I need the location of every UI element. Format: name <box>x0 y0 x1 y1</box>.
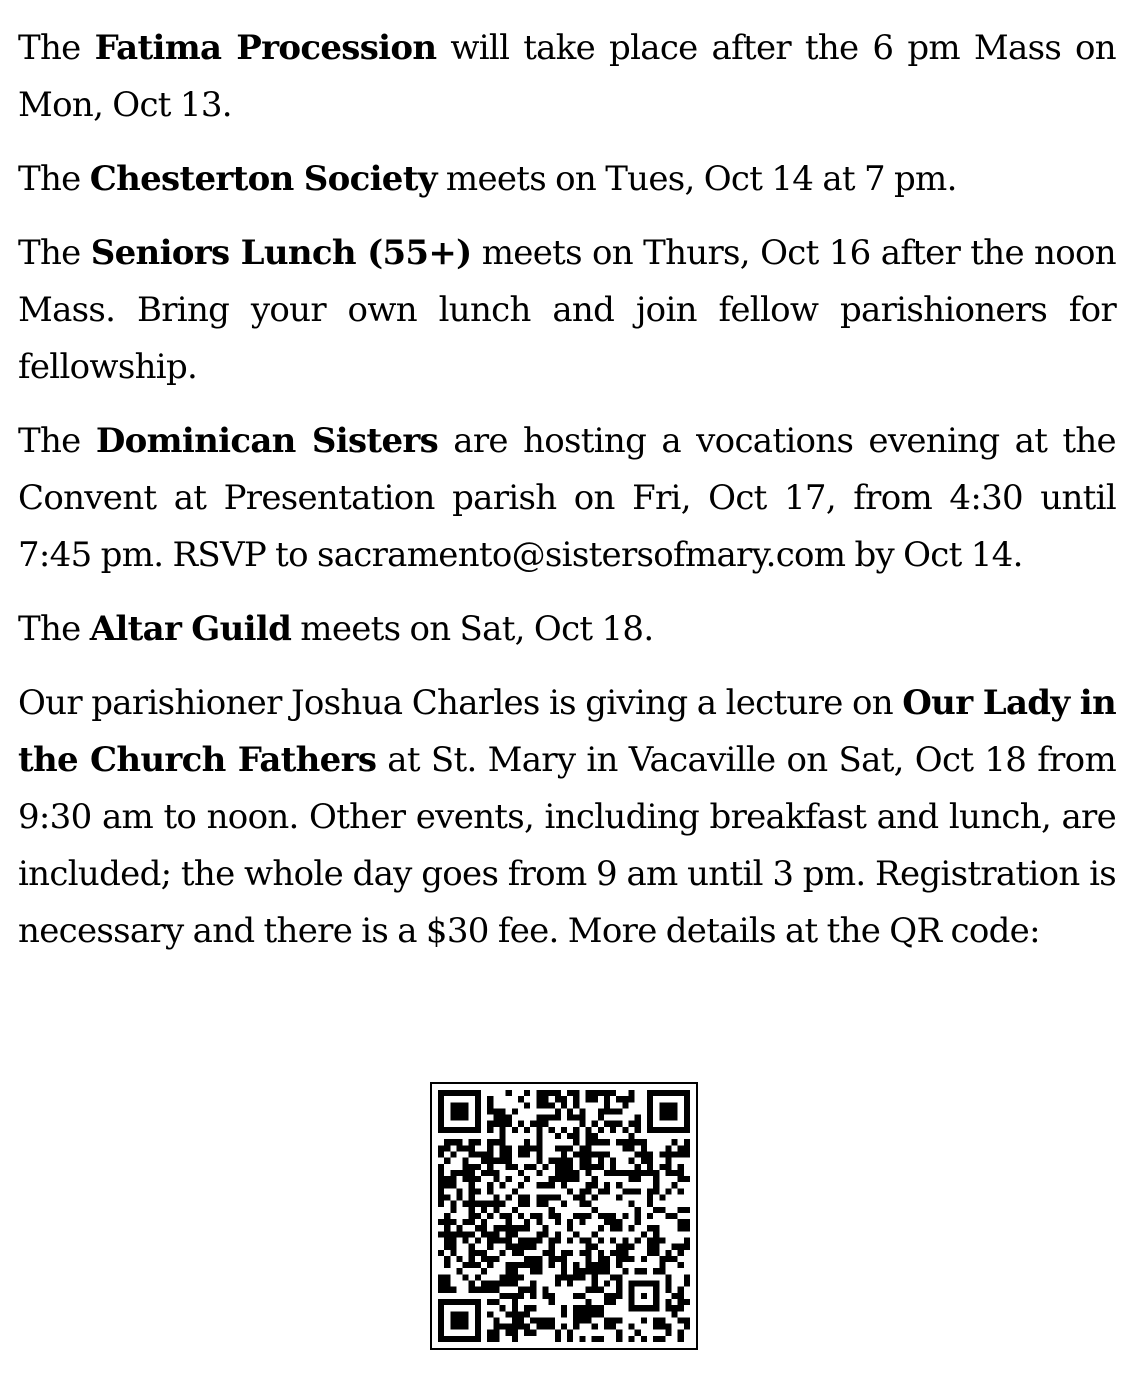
announcement-dominican-sisters: The Dominican Sisters are hosting a vocations evening at the Convent at Presentation parish on Fri, Oct 17, from 4:30 until 7:45 pm. RSVP to sacramento@sistersofmary.com by Oct 14. <box>18 421 1116 575</box>
event-name: Fatima Procession <box>94 28 437 68</box>
qr-code-graphic <box>438 1090 690 1342</box>
qr-code-icon[interactable] <box>430 1082 698 1350</box>
announcement-lecture: Our parishioner Joshua Charles is giving a lecture on Our Lady in the Church Fathers at St. Mary in Vacaville on Sat, Oct 18 from 9:30 am to noon. Other events, including breakfast and lunch, are included; the whole day goes from 9 am until 3 pm. Registration is necessary and there is a $30 fee. More details at the QR code: <box>18 683 1116 951</box>
event-name: Dominican Sisters <box>95 421 439 461</box>
event-name: Our Lady in the Church Fathers <box>18 683 1116 780</box>
event-name: Altar Guild <box>89 609 292 649</box>
announcement-fatima-procession: The Fatima Procession will take place after the 6 pm Mass on Mon, Oct 13. <box>18 28 1116 125</box>
announcement-chesterton-society: The Chesterton Society meets on Tues, Oct 14 at 7 pm. <box>18 159 957 199</box>
announcement-seniors-lunch: The Seniors Lunch (55+) meets on Thurs, Oct 16 after the noon Mass. Bring your own lunch and join fellow parishioners for fellowship. <box>18 233 1116 387</box>
bulletin-announcements <box>18 20 1116 977</box>
event-name: Seniors Lunch (55+) <box>90 233 472 273</box>
event-name: Chesterton Society <box>89 159 437 199</box>
announcement-altar-guild: The Altar Guild meets on Sat, Oct 18. <box>18 609 654 649</box>
